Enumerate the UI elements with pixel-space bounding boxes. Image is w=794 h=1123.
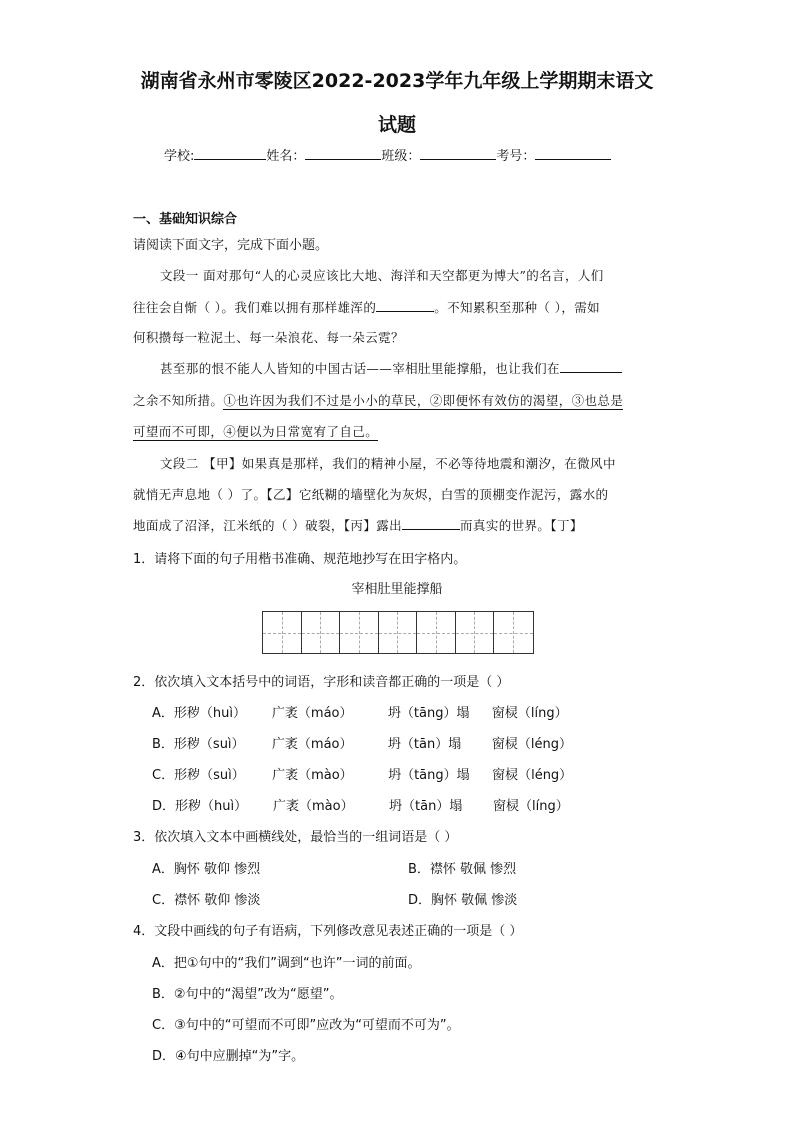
grid-cell[interactable] <box>456 612 495 653</box>
q3-option-d[interactable]: D．胸怀 敬佩 惨淡 <box>408 893 518 908</box>
name-blank[interactable] <box>305 146 381 160</box>
q4-option-d[interactable]: D．④句中应删掉“为”字。 <box>152 1049 305 1064</box>
passage3-line3 <box>133 516 583 534</box>
grid-cell[interactable] <box>302 612 341 653</box>
option-word-2: 广袤（mào） <box>272 768 353 783</box>
passage2-line1 <box>160 359 622 377</box>
q4-stem: 4．文段中画线的句子有语病，下列修改意见表述正确的一项是（ ） <box>133 924 523 939</box>
q2-option-d[interactable] <box>152 795 569 814</box>
fill-blank-2[interactable] <box>560 361 622 373</box>
option-word-3: 坍（tān）塌 <box>389 799 463 814</box>
grid-cell[interactable] <box>340 612 379 653</box>
student-info-row <box>164 145 611 164</box>
option-word-2: 广袤（mào） <box>273 799 354 814</box>
grid-cell[interactable] <box>379 612 418 653</box>
option-word-4: 窗棂（léng） <box>492 768 573 783</box>
passage3-line1: 文段二 【甲】如果真是那样，我们的精神小屋，不必等待地震和潮汐，在微风中 <box>160 456 616 471</box>
option-label: B． <box>152 737 174 752</box>
passage3-line3-a: 地面成了沼泽，江米纸的（ ）破裂，【丙】露出 <box>133 518 403 533</box>
title-line-1: 湖南省永州市零陵区2022-2023学年九年级上学期期末语文 <box>140 70 654 92</box>
option-word-2: 广袤（máo） <box>271 737 353 752</box>
fill-blank-3[interactable] <box>402 518 460 530</box>
passage2-line3 <box>133 422 378 441</box>
grid-cell[interactable] <box>494 612 533 653</box>
title-line-2: 试题 <box>377 114 416 136</box>
exam-no-label: 考号： <box>496 149 536 164</box>
passage1-line1: 文段一 面对那句“人的心灵应该比大地、海洋和天空都更为博大”的名言，人们 <box>160 268 604 283</box>
option-word-1: 形秽（suì） <box>174 768 245 783</box>
option-word-3: 坍（tāng）塌 <box>387 706 470 721</box>
option-word-1: 形秽（suì） <box>173 737 245 752</box>
school-blank[interactable] <box>194 146 266 160</box>
option-label: D． <box>152 799 176 814</box>
q4-option-a[interactable]: A．把①句中的“我们”调到“也许”一词的前面。 <box>152 956 421 971</box>
grid-cell[interactable] <box>417 612 456 653</box>
passage1-line2-b: 。不知累积至那种（ ），需如 <box>434 300 601 315</box>
instruction: 请阅读下面文字，完成下面小题。 <box>133 238 329 253</box>
option-word-1: 形秽（huì） <box>173 706 246 721</box>
q1-stem: 1．请将下面的句子用楷书准确、规范地抄写在田字格内。 <box>133 552 467 567</box>
fill-blank-1[interactable] <box>376 300 434 312</box>
passage3-line2: 就悄无声息地（ ）了。【乙】它纸糊的墙壁化为灰烬，白雪的顶棚变作泥污，露水的 <box>133 487 609 502</box>
option-word-4: 窗棂（líng） <box>493 799 569 814</box>
q3-option-a[interactable]: A．胸怀 敬仰 惨烈 <box>152 862 261 877</box>
exam-no-blank[interactable] <box>535 146 611 160</box>
underlined-sentence-part1: ①也许因为我们不过是小小的草民，②即便怀有效仿的渴望，③也总是 <box>223 393 624 408</box>
q4-option-b[interactable]: B．②句中的“渴望”改为“愿望”。 <box>152 987 343 1002</box>
q3-stem: 3．依次填入文本中画横线处，最恰当的一组词语是（ ） <box>133 830 458 845</box>
q1-sentence: 宰相肚里能撑船 <box>351 582 443 597</box>
q2-stem: 2．依次填入文本括号中的词语，字形和读音都正确的一项是（ ） <box>133 675 510 690</box>
passage1-line2-a: 往往会自惭（ ）。我们难以拥有那样雄浑的 <box>133 300 377 315</box>
option-word-2: 广袤（máo） <box>271 706 353 721</box>
option-word-4: 窗棂（léng） <box>491 737 573 752</box>
passage3-line3-b: 而真实的世界。【丁】 <box>460 518 583 533</box>
option-word-3: 坍（tān）塌 <box>387 737 462 752</box>
name-label: 姓名： <box>266 149 306 164</box>
option-word-4: 窗棂（líng） <box>491 706 568 721</box>
section-heading: 一、基础知识综合 <box>133 212 238 227</box>
underlined-sentence-part2: 可望而不可即，④便以为日常宽宥了自己。 <box>133 424 379 439</box>
passage2-line2-a: 之余不知所措。 <box>133 393 224 408</box>
tianzige-grid <box>262 611 534 654</box>
q2-option-b[interactable] <box>152 733 572 752</box>
q2-option-c[interactable] <box>152 764 572 783</box>
grid-cell[interactable] <box>263 612 302 653</box>
option-word-3: 坍（tāng）塌 <box>388 768 470 783</box>
q3-option-b[interactable]: B．襟怀 敬佩 惨烈 <box>408 862 517 877</box>
option-label: C． <box>152 768 175 783</box>
class-label: 班级： <box>381 149 421 164</box>
q2-option-a[interactable] <box>152 702 568 721</box>
passage2-line2 <box>133 391 623 410</box>
passage1-line3: 何积攒每一粒泥土、每一朵浪花、每一朵云霓？ <box>133 330 404 345</box>
q3-option-c[interactable]: C．襟怀 敬仰 惨淡 <box>152 893 261 908</box>
q4-option-c[interactable]: C．③句中的“可望而不可即”应改为“可望而不可为”。 <box>152 1018 460 1033</box>
passage2-line1-a: 甚至那的恨不能人人皆知的中国古话——宰相肚里能撑船，也让我们在 <box>160 361 560 376</box>
class-blank[interactable] <box>420 146 496 160</box>
option-label: A． <box>152 706 174 721</box>
option-word-1: 形秽（huì） <box>175 799 248 814</box>
passage1-line2 <box>133 298 600 316</box>
school-label: 学校: <box>164 149 195 164</box>
